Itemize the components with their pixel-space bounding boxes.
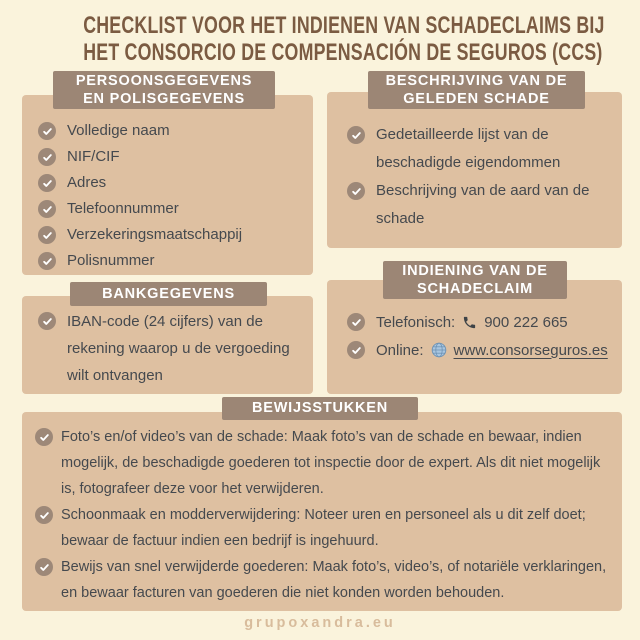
contact-online — [376, 342, 608, 359]
heading-line: INDIENING VAN DE — [402, 263, 548, 279]
list-item-label: Schoonmaak en modderverwijdering: Noteer uren en personeel als u dit zelf doet; bewaar de factuur indien een bedrijf is ingehuurd. — [61, 507, 586, 549]
card-bankgegevens — [22, 296, 313, 394]
list-item — [38, 308, 301, 389]
list-item — [38, 248, 301, 274]
card-persoonsgegevens — [22, 95, 313, 275]
check-icon — [38, 174, 56, 192]
list-item-label: Beschrijving van de aard van de schade — [376, 182, 590, 227]
check-icon — [38, 226, 56, 244]
check-icon — [35, 558, 53, 576]
section-heading-bankgegevens: BANKGEGEVENS — [70, 282, 267, 306]
globe-icon — [431, 342, 447, 358]
card-bewijsstukken — [22, 412, 622, 611]
card-schade — [327, 92, 622, 248]
list-item-label: Telefoonnummer — [67, 200, 179, 217]
check-icon — [35, 506, 53, 524]
list-item-label: Volledige naam — [67, 122, 170, 139]
check-icon — [347, 341, 365, 359]
heading-line: GELEDEN SCHADE — [403, 90, 550, 107]
page-title — [0, 12, 640, 66]
list-item-label: Gedetailleerde lijst van de beschadigde eigendommen — [376, 126, 561, 171]
section-heading-bewijsstukken: BEWIJSSTUKKEN — [222, 397, 418, 420]
contact-label: Online: — [376, 341, 424, 359]
list-item — [35, 424, 608, 502]
contact-label: Telefonisch: — [376, 313, 456, 331]
page-title-line-2: HET CONSORCIO DE COMPENSACIÓN DE SEGUROS (CCS) — [83, 39, 603, 66]
list-item-label: Foto’s en/of video’s van de schade: Maak foto’s van de schade en bewaar, indien mogelijk, de beschadigde goederen tot inspectie door de expert. Als dit niet mogelijk is, fotografeer deze voor het verwijderen. — [61, 429, 601, 497]
list-item-label: NIF/CIF — [67, 148, 120, 165]
list-item — [347, 121, 610, 177]
list-item — [35, 502, 608, 554]
check-icon — [38, 312, 56, 330]
phone-icon — [462, 315, 477, 330]
contact-row-online — [347, 336, 610, 364]
check-icon — [347, 126, 365, 144]
heading-line: SCHADECLAIM — [417, 280, 533, 297]
list-item — [35, 554, 608, 606]
section-heading-indiening — [383, 261, 567, 299]
phone-number: 900 222 665 — [484, 313, 568, 331]
footer-brand: grupoxandra.eu — [244, 615, 396, 631]
check-icon — [347, 182, 365, 200]
contact-row-phone — [347, 308, 610, 336]
heading-line: EN POLISGEGEVENS — [83, 90, 245, 107]
check-icon — [35, 428, 53, 446]
section-heading-persoonsgegevens — [53, 71, 275, 109]
list-item-label: Bewijs van snel verwijderde goederen: Maak foto’s, video’s, of notariële verklaringen, en bewaar facturen van goederen die niet konden worden behouden. — [61, 559, 607, 601]
contact-phone — [376, 314, 568, 331]
list-item — [38, 196, 301, 222]
list-item — [38, 222, 301, 248]
check-icon — [38, 122, 56, 140]
check-icon — [38, 252, 56, 270]
list-item-label: IBAN-code (24 cijfers) van de rekening waarop u de vergoeding wilt ontvangen — [67, 313, 290, 384]
check-icon — [38, 200, 56, 218]
website-link[interactable]: www.consorseguros.es — [453, 341, 608, 359]
section-heading-schade — [368, 71, 585, 109]
list-item — [38, 170, 301, 196]
check-icon — [347, 313, 365, 331]
list-item — [38, 118, 301, 144]
page-title-line-1: CHECKLIST VOOR HET INDIENEN VAN SCHADECLAIMS BIJ — [83, 12, 605, 39]
heading-line: PERSOONSGEGEVENS — [75, 73, 253, 89]
check-icon — [38, 148, 56, 166]
list-item — [38, 144, 301, 170]
list-item-label: Polisnummer — [67, 252, 155, 269]
list-item-label: Verzekeringsmaatschappij — [67, 226, 243, 243]
list-item — [347, 177, 610, 233]
heading-line: BESCHRIJVING VAN DE — [385, 73, 568, 89]
list-item-label: Adres — [67, 174, 107, 191]
